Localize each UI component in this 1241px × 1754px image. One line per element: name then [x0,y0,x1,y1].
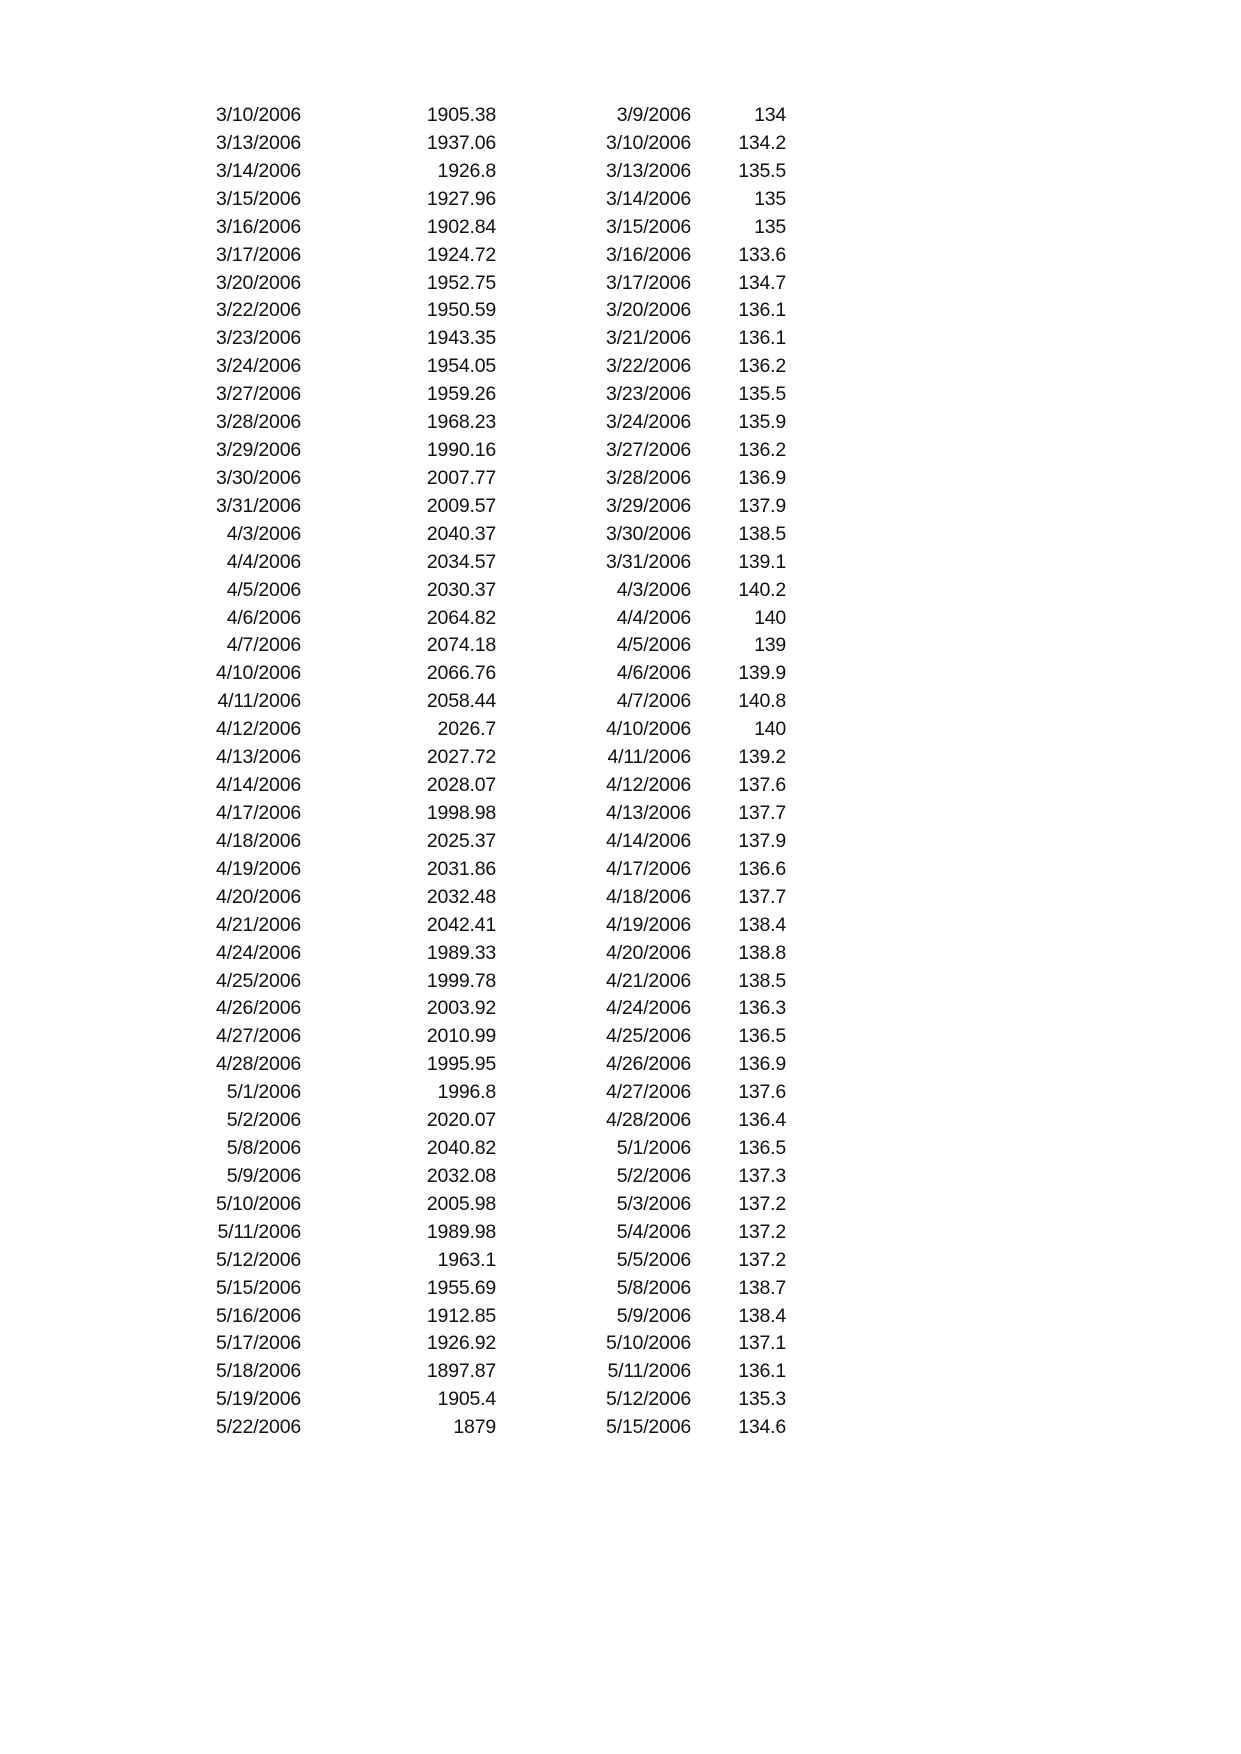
value-b-cell: 137.6 [738,774,786,797]
value-a-cell: 2066.76 [426,662,496,685]
value-b-cell: 137.2 [738,1248,786,1271]
value-b-cell: 134 [754,104,786,126]
value-a-cell: 1990.16 [426,439,496,462]
value-b-cell: 135.5 [738,159,786,182]
date-a-cell: 5/9/2006 [226,1164,301,1187]
value-a-cell: 2040.37 [426,522,496,545]
value-b-cell: 136.9 [738,466,786,489]
date-b-cell: 4/27/2006 [606,1081,691,1104]
value-b-cell: 134.6 [738,1416,786,1439]
table-row [0,1050,1241,1078]
date-a-cell: 3/14/2006 [216,159,301,182]
date-a-cell: 5/17/2006 [216,1332,301,1355]
date-b-cell: 4/4/2006 [616,606,691,629]
value-b-cell: 133.6 [738,243,786,266]
date-b-cell: 4/25/2006 [606,1025,691,1048]
date-a-cell: 3/22/2006 [216,299,301,322]
table-row [0,827,1241,855]
value-b-cell: 136.1 [738,1360,786,1383]
date-b-cell: 3/23/2006 [606,383,691,406]
value-b-cell: 136.5 [738,1025,786,1048]
value-b-cell: 135.5 [738,383,786,406]
value-b-cell: 139.9 [738,662,786,685]
date-a-cell: 4/13/2006 [216,746,301,769]
date-b-cell: 4/24/2006 [606,997,691,1020]
table-row [0,1078,1241,1106]
date-a-cell: 4/4/2006 [226,550,301,573]
date-b-cell: 3/29/2006 [606,494,691,517]
date-b-cell: 5/1/2006 [616,1137,691,1160]
table-row [0,1302,1241,1330]
value-a-cell: 2032.08 [426,1164,496,1187]
date-b-cell: 3/24/2006 [606,411,691,434]
value-b-cell: 140 [754,606,786,629]
date-a-cell: 5/18/2006 [216,1360,301,1383]
value-b-cell: 137.3 [738,1164,786,1187]
date-b-cell: 4/7/2006 [616,690,691,713]
date-b-cell: 3/10/2006 [606,131,691,154]
value-a-cell: 2042.41 [426,913,496,936]
value-a-cell: 2031.86 [426,857,496,880]
table-row [0,464,1241,492]
value-b-cell: 136.6 [738,857,786,880]
date-a-cell: 4/12/2006 [216,718,301,741]
date-a-cell: 5/19/2006 [216,1388,301,1411]
date-b-cell: 3/13/2006 [606,159,691,182]
date-a-cell: 5/1/2006 [226,1081,301,1104]
value-a-cell: 1954.05 [426,355,496,378]
value-a-cell: 1952.75 [426,271,496,294]
value-b-cell: 139.2 [738,746,786,769]
table-row [0,715,1241,743]
value-a-cell: 1963.1 [437,1248,496,1271]
date-a-cell: 5/15/2006 [216,1276,301,1299]
date-a-cell: 5/11/2006 [217,1220,301,1243]
table-row [0,1022,1241,1050]
date-a-cell: 4/28/2006 [216,1053,301,1076]
value-b-cell: 137.1 [738,1332,786,1355]
date-a-cell: 4/7/2006 [226,634,301,657]
table-row [0,631,1241,659]
date-b-cell: 4/17/2006 [606,857,691,880]
date-a-cell: 3/30/2006 [216,466,301,489]
value-b-cell: 136.2 [738,355,786,378]
table-row [0,1106,1241,1134]
date-b-cell: 4/6/2006 [616,662,691,685]
value-b-cell: 136.1 [738,299,786,322]
table-row [0,352,1241,380]
date-a-cell: 4/18/2006 [216,829,301,852]
value-b-cell: 136.9 [738,1053,786,1076]
date-b-cell: 4/19/2006 [606,913,691,936]
date-b-cell: 4/14/2006 [606,829,691,852]
value-b-cell: 135 [754,215,786,238]
value-a-cell: 1926.92 [426,1332,496,1355]
table-row [0,604,1241,632]
value-b-cell: 139.1 [738,550,786,573]
value-b-cell: 134.2 [738,131,786,154]
date-a-cell: 5/16/2006 [216,1304,301,1327]
date-a-cell: 3/29/2006 [216,439,301,462]
value-b-cell: 138.4 [738,1304,786,1327]
date-a-cell: 4/5/2006 [226,578,301,601]
date-a-cell: 4/26/2006 [216,997,301,1020]
value-a-cell: 2020.07 [426,1109,496,1132]
value-b-cell: 134.7 [738,271,786,294]
value-b-cell: 136.4 [738,1109,786,1132]
table-row [0,129,1241,157]
table-row [0,1190,1241,1218]
value-a-cell: 2028.07 [426,774,496,797]
date-a-cell: 4/20/2006 [216,885,301,908]
value-a-cell: 1879 [453,1416,496,1439]
date-a-cell: 4/19/2006 [216,857,301,880]
date-a-cell: 3/28/2006 [216,411,301,434]
table-row [0,520,1241,548]
value-a-cell: 2064.82 [426,606,496,629]
date-b-cell: 3/17/2006 [606,271,691,294]
date-a-cell: 5/8/2006 [226,1137,301,1160]
date-b-cell: 3/15/2006 [606,215,691,238]
value-a-cell: 1989.98 [426,1220,496,1243]
table-row [0,883,1241,911]
date-a-cell: 5/12/2006 [216,1248,301,1271]
date-a-cell: 3/15/2006 [216,187,301,210]
table-row [0,855,1241,883]
date-b-cell: 3/20/2006 [606,299,691,322]
date-b-cell: 4/20/2006 [606,941,691,964]
value-a-cell: 1955.69 [426,1276,496,1299]
table-row [0,687,1241,715]
table-row [0,659,1241,687]
value-a-cell: 1998.98 [426,802,496,824]
date-a-cell: 3/13/2006 [216,131,301,154]
table-row [0,157,1241,185]
value-a-cell: 2030.37 [426,578,496,601]
value-b-cell: 137.9 [738,829,786,852]
table-row [0,492,1241,520]
value-a-cell: 2007.77 [426,466,496,489]
table-row [0,939,1241,967]
date-b-cell: 4/13/2006 [606,802,691,824]
date-a-cell: 3/31/2006 [216,494,301,517]
table-row [0,1413,1241,1441]
value-b-cell: 140.8 [738,690,786,713]
table-row [0,1385,1241,1413]
table-row [0,1274,1241,1302]
date-b-cell: 3/22/2006 [606,355,691,378]
value-a-cell: 2074.18 [426,634,496,657]
value-a-cell: 1905.38 [426,104,496,126]
value-a-cell: 2027.72 [426,746,496,769]
date-a-cell: 3/17/2006 [216,243,301,266]
date-a-cell: 4/17/2006 [216,802,301,824]
date-b-cell: 4/11/2006 [607,746,691,769]
value-b-cell: 136.2 [738,439,786,462]
value-a-cell: 1926.8 [437,159,496,182]
value-b-cell: 140 [754,718,786,741]
date-b-cell: 4/12/2006 [606,774,691,797]
table-row [0,213,1241,241]
value-a-cell: 1937.06 [426,131,496,154]
value-a-cell: 1996.8 [437,1081,496,1104]
date-b-cell: 4/28/2006 [606,1109,691,1132]
date-b-cell: 5/11/2006 [607,1360,691,1383]
date-a-cell: 4/3/2006 [226,522,301,545]
table-row [0,911,1241,939]
value-a-cell: 2010.99 [426,1025,496,1048]
date-b-cell: 3/30/2006 [606,522,691,545]
value-a-cell: 2058.44 [426,690,496,713]
date-a-cell: 4/27/2006 [216,1025,301,1048]
value-b-cell: 138.7 [738,1276,786,1299]
date-b-cell: 4/26/2006 [606,1053,691,1076]
table-row [0,994,1241,1022]
value-a-cell: 2026.7 [437,718,496,741]
date-b-cell: 3/31/2006 [606,550,691,573]
table-row [0,185,1241,213]
value-a-cell: 1927.96 [426,187,496,210]
date-b-cell: 5/9/2006 [616,1304,691,1327]
date-a-cell: 4/24/2006 [216,941,301,964]
table-row [0,799,1241,827]
value-a-cell: 2005.98 [426,1192,496,1215]
table-row [0,1246,1241,1274]
date-a-cell: 3/24/2006 [216,355,301,378]
date-b-cell: 3/27/2006 [606,439,691,462]
date-b-cell: 4/10/2006 [606,718,691,741]
date-b-cell: 3/16/2006 [606,243,691,266]
value-b-cell: 135 [754,187,786,210]
table-row [0,743,1241,771]
table-row [0,269,1241,297]
value-b-cell: 137.7 [738,802,786,824]
value-a-cell: 2034.57 [426,550,496,573]
value-a-cell: 1912.85 [426,1304,496,1327]
date-b-cell: 5/10/2006 [606,1332,691,1355]
value-a-cell: 1995.95 [426,1053,496,1076]
date-b-cell: 3/9/2006 [616,104,691,126]
value-b-cell: 138.5 [738,522,786,545]
date-a-cell: 5/2/2006 [226,1109,301,1132]
date-b-cell: 4/3/2006 [616,578,691,601]
date-a-cell: 4/25/2006 [216,969,301,992]
value-b-cell: 139 [754,634,786,657]
value-a-cell: 2032.48 [426,885,496,908]
value-a-cell: 1999.78 [426,969,496,992]
table-row [0,1218,1241,1246]
table-row [0,967,1241,995]
date-b-cell: 5/4/2006 [616,1220,691,1243]
table-row [0,1329,1241,1357]
table-row [0,1357,1241,1385]
value-b-cell: 137.6 [738,1081,786,1104]
table-row [0,548,1241,576]
date-a-cell: 4/10/2006 [216,662,301,685]
value-a-cell: 1905.4 [437,1388,496,1411]
date-a-cell: 3/27/2006 [216,383,301,406]
date-b-cell: 5/8/2006 [616,1276,691,1299]
table-row [0,296,1241,324]
date-b-cell: 5/12/2006 [606,1388,691,1411]
table-row [0,436,1241,464]
table-row [0,576,1241,604]
value-b-cell: 138.4 [738,913,786,936]
value-b-cell: 135.3 [738,1388,786,1411]
value-a-cell: 1924.72 [426,243,496,266]
value-a-cell: 2003.92 [426,997,496,1020]
table-row [0,1134,1241,1162]
date-b-cell: 4/21/2006 [606,969,691,992]
value-b-cell: 136.3 [738,997,786,1020]
date-a-cell: 4/6/2006 [226,606,301,629]
value-a-cell: 1968.23 [426,411,496,434]
date-a-cell: 5/22/2006 [216,1416,301,1439]
date-a-cell: 4/21/2006 [216,913,301,936]
value-a-cell: 2009.57 [426,494,496,517]
table-row [0,241,1241,269]
table-row [0,1162,1241,1190]
value-a-cell: 1989.33 [426,941,496,964]
table-row [0,408,1241,436]
value-b-cell: 137.2 [738,1220,786,1243]
date-b-cell: 5/15/2006 [606,1416,691,1439]
date-b-cell: 4/18/2006 [606,885,691,908]
value-b-cell: 140.2 [738,578,786,601]
value-b-cell: 138.5 [738,969,786,992]
date-b-cell: 3/14/2006 [606,187,691,210]
date-a-cell: 5/10/2006 [216,1192,301,1215]
date-b-cell: 5/3/2006 [616,1192,691,1215]
date-a-cell: 3/16/2006 [216,215,301,238]
date-b-cell: 5/2/2006 [616,1164,691,1187]
value-a-cell: 1897.87 [426,1360,496,1383]
table-row [0,101,1241,129]
value-b-cell: 136.5 [738,1137,786,1160]
value-b-cell: 135.9 [738,411,786,434]
date-a-cell: 3/10/2006 [216,104,301,126]
date-a-cell: 3/23/2006 [216,327,301,350]
value-b-cell: 137.9 [738,494,786,517]
value-a-cell: 1950.59 [426,299,496,322]
date-a-cell: 3/20/2006 [216,271,301,294]
value-b-cell: 136.1 [738,327,786,350]
value-a-cell: 1959.26 [426,383,496,406]
date-b-cell: 3/21/2006 [606,327,691,350]
table-row [0,380,1241,408]
date-b-cell: 4/5/2006 [616,634,691,657]
table-row [0,771,1241,799]
date-a-cell: 4/14/2006 [216,774,301,797]
value-b-cell: 137.2 [738,1192,786,1215]
value-a-cell: 2040.82 [426,1137,496,1160]
value-b-cell: 138.8 [738,941,786,964]
value-b-cell: 137.7 [738,885,786,908]
date-b-cell: 5/5/2006 [616,1248,691,1271]
value-a-cell: 1902.84 [426,215,496,238]
value-a-cell: 2025.37 [426,829,496,852]
table-row [0,324,1241,352]
date-a-cell: 4/11/2006 [217,690,301,713]
value-a-cell: 1943.35 [426,327,496,350]
date-b-cell: 3/28/2006 [606,466,691,489]
